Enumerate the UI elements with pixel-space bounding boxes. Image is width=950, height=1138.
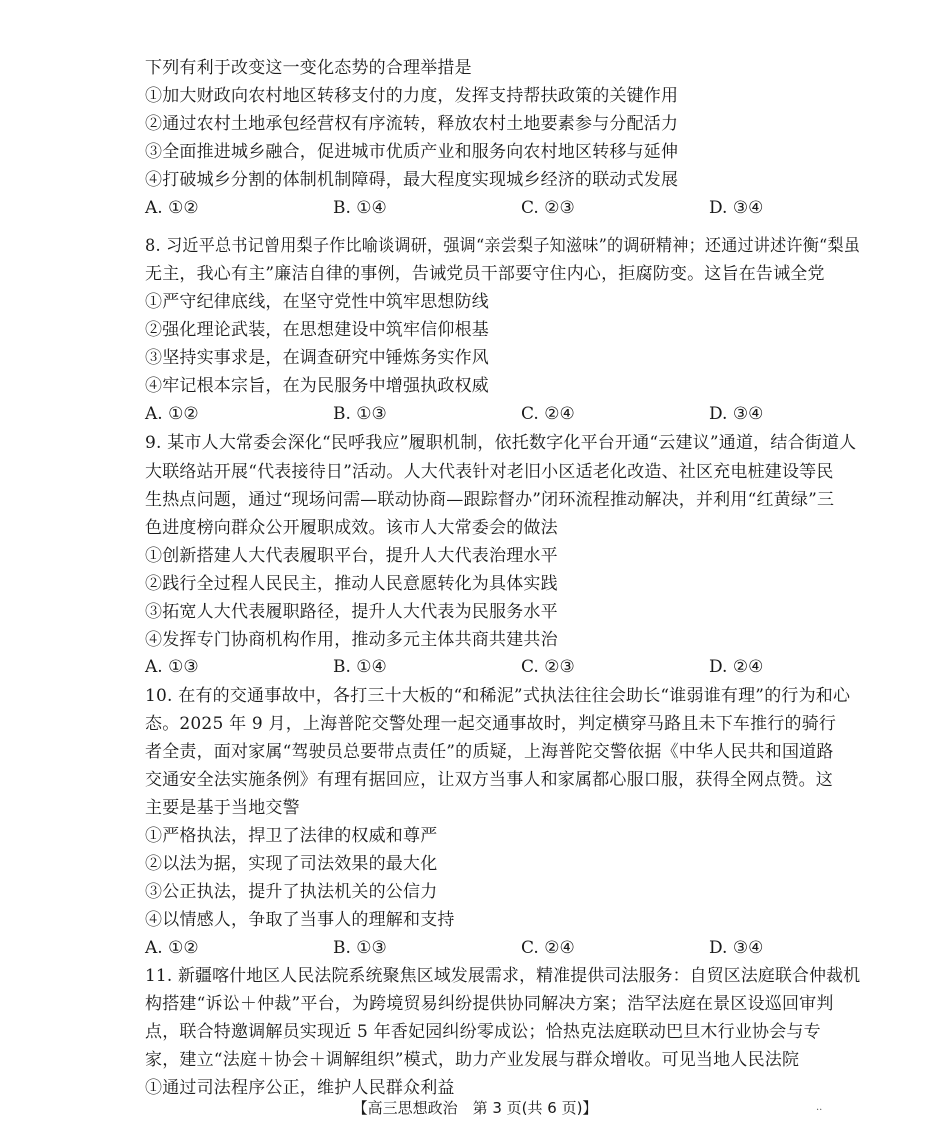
q10-stem-line-3: 者全责，面对家属“驾驶员总要带点责任”的质疑，上海普陀交警依据《中华人民共和国道路 [145,742,834,762]
q11-stem-line-3: 点，联合特邀调解员实现近 5 年香妃园纠纷零成讼；恰热克法庭联动巴旦木行业协会与专 [145,1022,821,1042]
q8-option-b: B. ①③ [333,404,387,424]
q10-statement-4: ④以情感人，争取了当事人的理解和支持 [145,910,455,930]
q9-stem-line-1: 9. 某市人大常委会深化“民呼我应”履职机制，依托数字化平台开通“云建议”通道，结合街道人 [145,433,857,453]
q9-statement-1: ①创新搭建人大代表履职平台，提升人大代表治理水平 [145,546,558,566]
q9-statement-2: ②践行全过程人民民主，推动人民意愿转化为具体实践 [145,574,558,594]
q7-stem: 下列有利于改变这一变化态势的合理举措是 [145,58,472,78]
q9-stem-line-2: 大联络站开展“代表接待日”活动。人大代表针对老旧小区适老化改造、社区充电桩建设等民 [145,462,834,482]
q9-option-a: A. ①③ [145,657,199,677]
q10-stem-line-4: 交通安全法实施条例》有理有据回应，让双方当事人和家属都心服口服，获得全网点赞。这 [145,770,833,790]
q10-statement-1: ①严格执法，捍卫了法律的权威和尊严 [145,826,438,846]
q10-stem-line-1: 10. 在有的交通事故中，各打三十大板的“和稀泥”式执法往往会助长“谁弱谁有理”的行为和心 [145,686,851,706]
footer-mark: .. [816,1102,823,1113]
q8-statement-2: ②强化理论武装，在思想建设中筑牢信仰根基 [145,320,489,340]
q10-stem-line-2: 态。2025 年 9 月，上海普陀交警处理一起交通事故时，判定横穿马路且未下车推行的骑行 [145,714,837,734]
q8-statement-1: ①严守纪律底线，在坚守党性中筑牢思想防线 [145,292,489,312]
q7-statement-3: ③全面推进城乡融合，促进城市优质产业和服务向农村地区转移与延伸 [145,142,679,162]
q7-statement-4: ④打破城乡分割的体制机制障碍，最大程度实现城乡经济的联动式发展 [145,170,679,190]
page-footer: 【高三思想政治 第 3 页(共 6 页)】 [352,1099,598,1117]
q9-stem-line-4: 色进度榜向群众公开履职成效。该市人大常委会的做法 [145,518,558,538]
q8-option-a: A. ①② [145,404,199,424]
q9-stem-line-3: 生热点问题，通过“现场问需—联动协商—跟踪督办”闭环流程推动解决，并利用“红黄绿”三 [145,490,835,510]
q10-statement-2: ②以法为据，实现了司法效果的最大化 [145,854,438,874]
q7-option-b: B. ①④ [333,198,387,218]
q7-statement-1: ①加大财政向农村地区转移支付的力度，发挥支持帮扶政策的关键作用 [145,86,679,106]
q10-option-d: D. ③④ [709,938,764,958]
q9-statement-3: ③拓宽人大代表履职路径，提升人大代表为民服务水平 [145,602,558,622]
q7-option-a: A. ①② [145,198,199,218]
q7-option-c: C. ②③ [521,198,575,218]
q9-option-d: D. ②④ [709,657,764,677]
q11-stem-line-4: 家，建立“法庭＋协会＋调解组织”模式，助力产业发展与群众增收。可见当地人民法院 [145,1050,800,1070]
q9-option-b: B. ①④ [333,657,387,677]
q7-statement-2: ②通过农村土地承包经营权有序流转，释放农村土地要素参与分配活力 [145,114,679,134]
q8-option-d: D. ③④ [709,404,764,424]
q8-option-c: C. ②④ [521,404,575,424]
q11-stem-line-1: 11. 新疆喀什地区人民法院系统聚焦区域发展需求，精准提供司法服务：自贸区法庭联合仲裁机 [145,966,861,986]
q10-option-c: C. ②④ [521,938,575,958]
q11-statement-1: ①通过司法程序公正，维护人民群众利益 [145,1078,455,1098]
q9-option-c: C. ②③ [521,657,575,677]
q8-statement-3: ③坚持实事求是，在调查研究中锤炼务实作风 [145,348,489,368]
q8-stem-line-2: 无主，我心有主”廉洁自律的事例，告诫党员干部要守住内心，拒腐防变。这旨在告诫全党 [145,264,825,284]
q8-stem-line-1: 8. 习近平总书记曾用梨子作比喻谈调研，强调“亲尝梨子知滋味”的调研精神；还通过讲述许衡“梨虽 [145,236,861,256]
q10-option-b: B. ①③ [333,938,387,958]
q9-statement-4: ④发挥专门协商机构作用，推动多元主体共商共建共治 [145,630,558,650]
q10-option-a: A. ①② [145,938,199,958]
q8-statement-4: ④牢记根本宗旨，在为民服务中增强执政权威 [145,376,489,396]
q7-option-d: D. ③④ [709,198,764,218]
q10-stem-line-5: 主要是基于当地交警 [145,798,300,818]
q11-stem-line-2: 构搭建“诉讼＋仲裁”平台，为跨境贸易纠纷提供协同解决方案；浩罕法庭在景区设巡回审判 [145,994,834,1014]
q10-statement-3: ③公正执法，提升了执法机关的公信力 [145,882,438,902]
